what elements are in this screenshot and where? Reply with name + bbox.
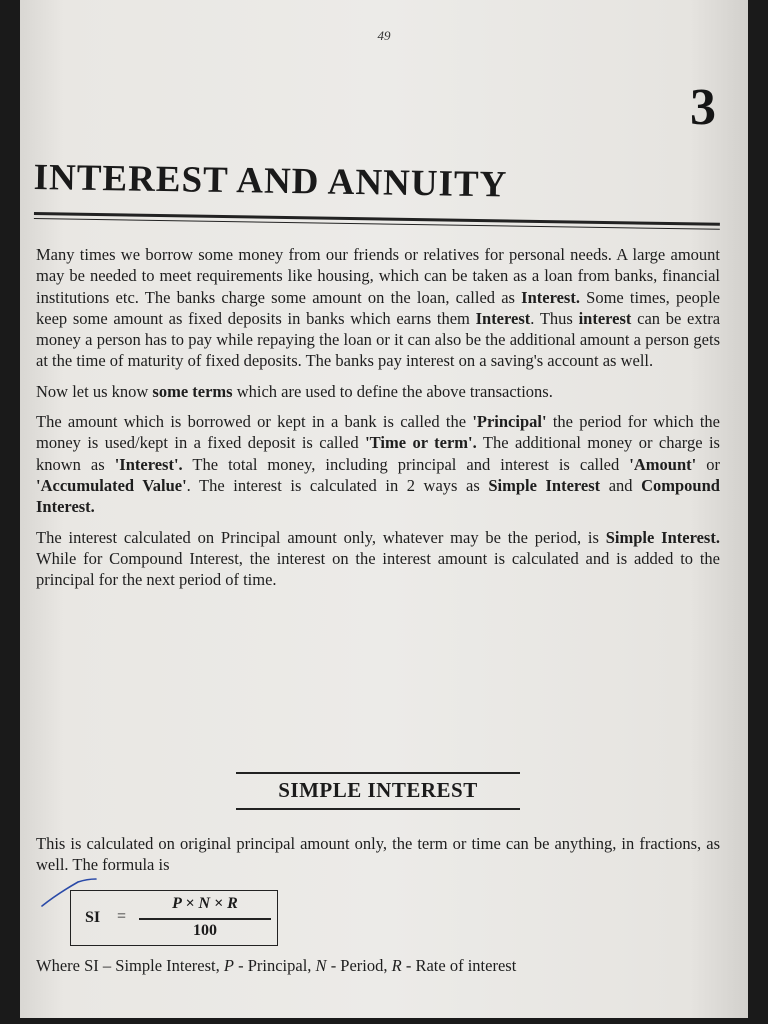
section-heading-label: SIMPLE INTEREST <box>278 778 478 802</box>
chapter-number: 3 <box>690 79 716 136</box>
formula-denominator: 100 <box>193 922 217 939</box>
chapter-body <box>36 244 720 599</box>
page-number: 49 <box>377 28 391 43</box>
book-page <box>20 0 748 1018</box>
section-intro: This is calculated on original principal amount only, the term or time can be anything, in fractions, as well. The formula is <box>36 834 720 875</box>
section-heading <box>236 772 520 810</box>
simple-interest-formula-box <box>70 890 278 946</box>
formula-numerator: P × N × R <box>172 895 238 912</box>
chapter-title: INTEREST AND ANNUITY <box>33 156 508 206</box>
section-rule-bottom <box>236 808 520 810</box>
paragraph-simple-vs-compound: The interest calculated on Principal amount only, whatever may be the period, is Simple Interest. While for Compound Interest, the interest on the interest amount is calculated and is added to the principal for the next period of time. <box>36 527 720 590</box>
paragraph-terms-intro: Now let us know some terms which are used to define the above transactions. <box>36 381 553 401</box>
formula-legend: Where SI – Simple Interest, P - Principal, N - Period, R - Rate of interest <box>36 956 517 975</box>
formula-lhs: SI <box>85 909 101 926</box>
paragraph-terms-definitions: The amount which is borrowed or kept in a bank is called the 'Principal' the period for which the money is used/kept in a fixed deposit is called 'Time or term'. The additional money or charge is known as 'Interest'. The total money, including principal and interest is called 'Amount' or 'Accumulated Value'. The interest is calculated in 2 ways as Simple Interest and Compound Interest. <box>36 412 721 517</box>
formula-equals: = <box>117 908 127 925</box>
formula-fraction-bar <box>139 918 271 920</box>
title-double-rule <box>34 212 720 233</box>
paragraph-loans-intro: Many times we borrow some money from our friends or relatives for personal needs. A large amount may be needed to meet requirements like housing, which can be taken as a loan from banks, financial institutions etc. The banks charge some amount on the loan, called as Interest. Some times, people keep some amount as fixed deposits in banks which earns them Interest. Thus interest can be extra money a person has to pay while repaying the loan or it can also be the additional amount a person gets at the time of maturity of fixed deposits. The banks pay interest on a saving's account as well. <box>36 245 721 371</box>
